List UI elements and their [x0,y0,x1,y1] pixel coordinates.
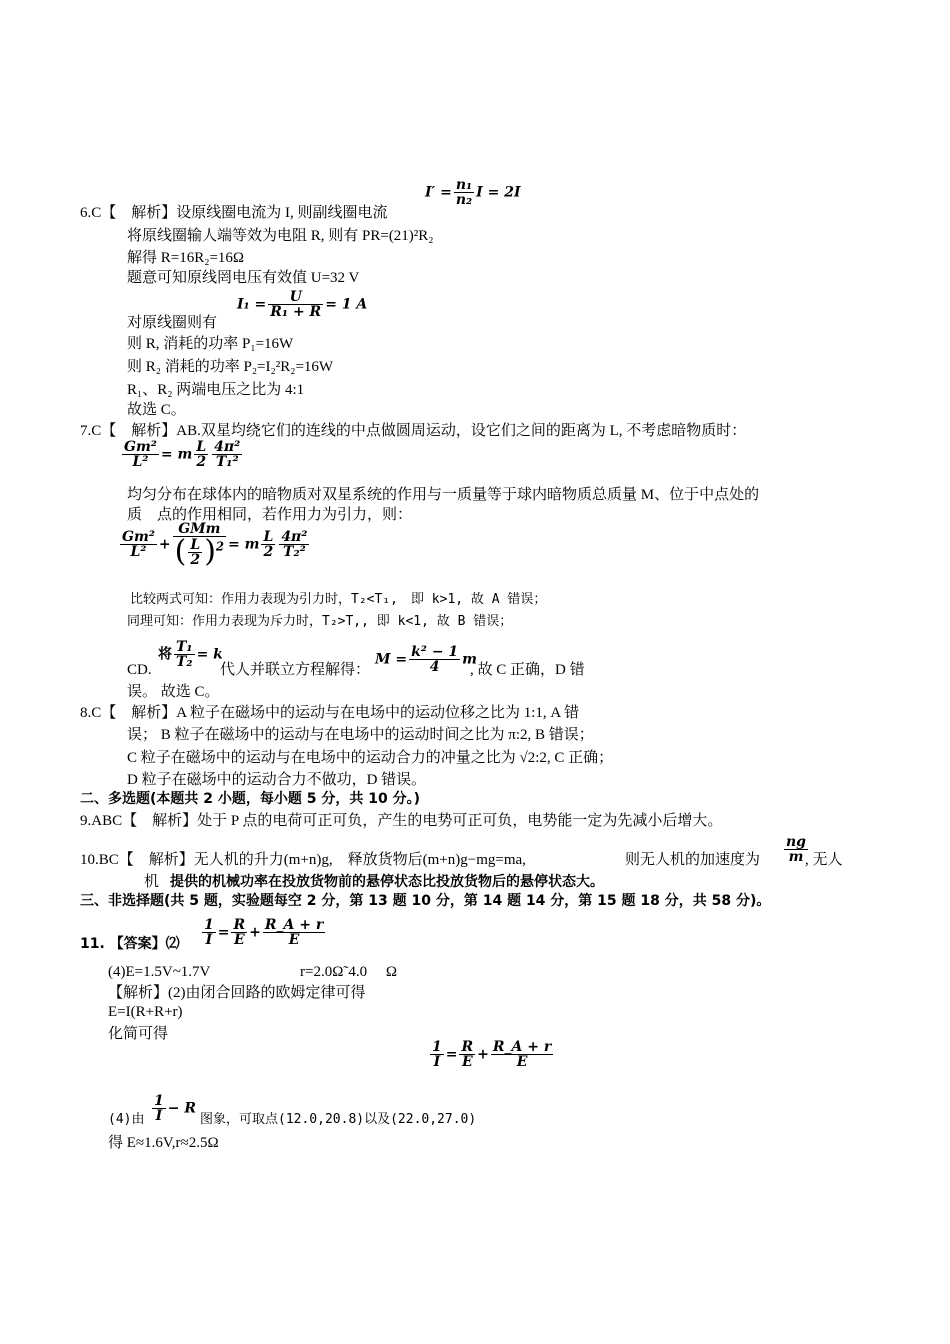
q6-current-equation: I′ = $\frac{\text{n₁}}{\text{n₂}}$ I = 2I [425,177,521,208]
q10-line-2-a: 机 [144,874,160,890]
section-3-heading: 三、非选择题(共 5 题，实验题每空 2 分，第 13 题 10 分，第 14 题 14 分，第 15 题 18 分，共 58 分)。 [80,893,771,909]
q7-line-6-suffix: , 故 C 正确，D 错 [470,662,585,678]
q7-line-6-prefix: CD. [127,662,152,678]
q8-line-1: 8.C【 解析】A 粒子在磁场中的运动与在电场中的运动位移之比为 1:1, A 错 [80,705,580,721]
q6-line-9: 故选 C。 [127,402,186,418]
section-2-heading: 二、多选题(本题共 2 小题，每小题 5 分，共 10 分。) [80,791,421,807]
q6-line-4: 题意可知原线罔电压有效值 U=32 V [127,270,360,286]
q7-line-3: 质 点的作用相同，若作用力为引力，则： [127,507,413,523]
q7-line-5: 同理可知：作用力表现为斥力时，T₂>T,, 即 k<1, 故 B 错误； [127,614,513,629]
q7-mass-equation: M = $\frac{\text{k² − 1}}{4}$ m [375,644,477,675]
q6-line-8: R₁、R₂ 两端电压之比为 4:1 [127,382,305,398]
q11-line-4: E=I(R+R+r) [108,1004,183,1020]
q7-line-4: 比较两式可知：作用力表现为引力时，T₂<T₁, 即 k>1, 故 A 错误； [130,592,547,607]
q11-line-2-b: r=2.0Ω˜4.0 Ω [300,964,397,980]
q6-line-7: 则 R₂ 消耗的功率 P₂=I₂²R₂=16W [127,359,334,375]
q11-line-6-b: 图象，可取点(12.0,20.8)以及(22.0,27.0) [200,1112,477,1127]
q6-line-1: 6.C【 解析】设原线圈电流为 I, 则副线圈电流 [80,205,388,221]
q11-graph-label: $\frac{1}{I}$ − R [154,1093,196,1124]
q10-line-1-b: 则无人机的加速度为 [625,852,761,868]
q6-primary-current-equation: I₁ = $\frac{U}{\text{R₁ + R}}$ = 1 A [237,289,368,320]
q7-line-1: 7.C【 解析】AB.双星均绕它们的连线的中点做圆周运动，设它们之间的距离为 L, 不考虑暗物质时： [80,423,747,439]
q11-line-6-a: (4)由 [108,1112,145,1127]
q6-line-6: 则 R, 消耗的功率 P₁=16W [127,336,294,352]
q10-line-1-c: , 无人 [805,852,843,868]
q11-answer-equation: $\frac{1}{I}$ = $\frac{R}{E}$ + $\frac{R\_A + r}{E}$ [204,917,324,948]
q10-acceleration-fraction: $\frac{ng}{m}$ [786,834,806,865]
q6-line-2: 将原线圈输人端等效为电阻 R, 则有 PR=(21)²R₂ [127,228,434,244]
q6-line-5: 对原线圈则有 [127,315,218,331]
q11-line-7: 得 E≈1.6V,r≈2.5Ω [108,1135,219,1151]
q11-answer-label: 11. 【答案】⑵ [80,936,180,952]
q11-line-5: 化简可得 [108,1026,169,1042]
q7-equation-1: $\frac{\text{Gm²}}{\text{L²}}$ = m $\frac{L}{2}$ $\frac{\text{4π²}}{\text{T₁²}}$ [124,439,241,470]
q11-line-2-a: (4)E=1.5V~1.7V [108,964,211,980]
q7-line-7: 误。 故选 C。 [127,684,220,700]
q7-line-2: 均匀分布在球体内的暗物质对双星系统的作用与一质量等于球内暗物质总质量 M、位于中点处的 [127,487,760,503]
q9-line: 9.ABC【 解析】处于 P 点的电荷可正可负，产生的电势可正可负，电势能一定为先减小后增大。 [80,813,723,829]
q10-line-2-b: 提供的机械功率在投放货物前的悬停状态比投放货物后的悬停状态大。 [170,874,604,890]
q8-line-4: D 粒子在磁场中的运动合力不做功，D 错误。 [127,772,427,788]
q7-line-6-middle: 代人并联立方程解得： [220,662,371,678]
q10-line-1-a: 10.BC【 解析】无人机的升力(m+n)g, 释放货物后(m+n)g−mg=ma, [80,852,526,868]
q8-line-3: C 粒子在磁场中的运动与在电场中的运动合力的冲量之比为 √2:2, C 正确； [127,750,614,766]
q11-line-3: 【解析】(2)由闭合回路的欧姆定律可得 [108,985,366,1001]
q8-line-2: 误； B 粒子在磁场中的运动与在电场中的运动时间之比为 π:2, B 错误； [127,727,594,743]
q11-simplified-equation: $\frac{1}{I}$ = $\frac{R}{E}$ + $\frac{R\_A + r}{E}$ [432,1039,552,1070]
q7-equation-2: $\frac{\text{Gm²}}{\text{L²}}$ + GMm ( $\frac{L}{2}$ )$^2$ = m $\frac{L}{2}$ $\frac{\text{4π²}}{\text{T₂²}}$ [122,521,308,569]
q7-ratio-equation: 将 $\frac{\text{T₁}}{\text{T₂}}$ = k [158,639,223,670]
q6-line-3: 解得 R=16R₂=16Ω [127,250,245,266]
